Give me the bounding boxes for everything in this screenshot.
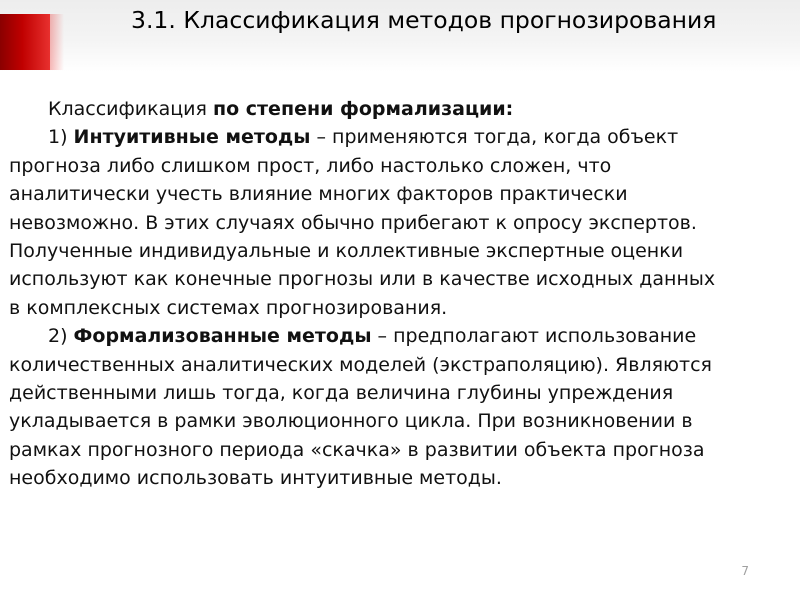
- item1-line: аналитически учесть влияние многих факторов практически: [9, 183, 628, 206]
- item2-term: Формализованные методы: [73, 325, 372, 348]
- item1-line: используют как конечные прогнозы или в качестве исходных данных: [9, 268, 716, 291]
- item1-line: Полученные индивидуальные и коллективные экспертные оценки: [9, 239, 684, 262]
- item2-description-start: – предполагают использование: [371, 325, 697, 348]
- item1-term: Интуитивные методы: [73, 126, 311, 149]
- item1-line: невозможно. В этих случаях обычно прибегают к опросу экспертов.: [9, 211, 697, 234]
- intro-lead: Классификация: [48, 98, 213, 120]
- item2-line: рамках прогнозного периода «скачка» в развитии объекта прогноза: [9, 438, 705, 461]
- item2-line: необходимо использовать интуитивные методы.: [9, 467, 502, 490]
- slide-body: [9, 95, 793, 492]
- red-accent-block: [0, 14, 50, 70]
- intro-emphasis: по степени формализации:: [212, 98, 514, 120]
- intro-line: [9, 95, 793, 123]
- item2-line: действенными лишь тогда, когда величина глубины упреждения: [9, 381, 674, 404]
- item2-number: 2): [48, 325, 74, 348]
- item1-line: прогноза либо слишком прост, либо настолько сложен, что: [9, 154, 612, 177]
- red-accent-fade: [50, 14, 64, 70]
- page-number: 7: [741, 564, 749, 578]
- item2-line: укладывается в рамки эволюционного цикла. При возникновении в: [9, 410, 693, 433]
- item2-line: количественных аналитических моделей (экстраполяцию). Являются: [9, 353, 712, 376]
- item2-first-line: [9, 322, 793, 350]
- item1-line: в комплексных системах прогнозирования.: [9, 296, 448, 319]
- item1-first-line: [9, 123, 793, 151]
- slide-header: [0, 0, 800, 72]
- item1-description-start: – применяются тогда, когда объект: [310, 126, 679, 149]
- item1-number: 1): [48, 126, 74, 149]
- slide-title: 3.1. Классификация методов прогнозирования: [131, 6, 717, 34]
